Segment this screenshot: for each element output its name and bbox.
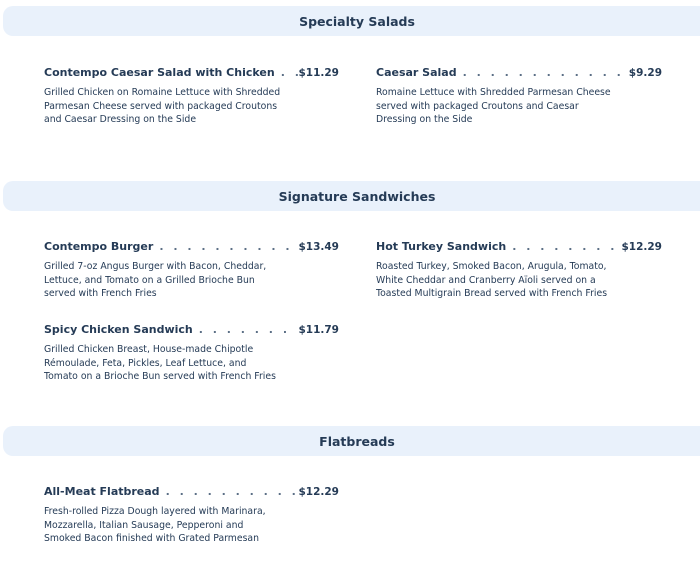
menu-item-name: Caesar Salad [376, 66, 457, 79]
menu-item-header [376, 240, 662, 256]
menu-item-price: $12.29 [298, 486, 339, 498]
menu-item-description: Roasted Turkey, Smoked Bacon, Arugula, Tomato, White Cheddar and Cranberry Aïoli served on a Toasted Multigrain Bread served with French Fries [376, 261, 608, 300]
menu-item-header [44, 323, 339, 339]
section-header-flatbreads: Flatbreads [3, 426, 700, 456]
menu-item-price: $11.79 [298, 324, 339, 336]
menu-item-header [44, 485, 339, 501]
menu-item-name: Hot Turkey Sandwich [376, 240, 507, 253]
menu-item-price: $13.49 [298, 241, 339, 253]
menu-item-header [44, 240, 339, 256]
menu-item-description: Grilled 7-oz Angus Burger with Bacon, Cheddar, Lettuce, and Tomato on a Grilled Brioche Bun served with French Fries [44, 261, 267, 300]
section-header-specialty-salads: Specialty Salads [3, 6, 700, 36]
menu-item-name: Contempo Caesar Salad with Chicken [44, 66, 275, 79]
dot-leader [506, 240, 621, 253]
menu-item-price: $12.29 [621, 241, 662, 253]
menu-item-description: Grilled Chicken on Romaine Lettuce with Shredded Parmesan Cheese served with packaged Croutons and Caesar Dressing on the Side [44, 87, 281, 126]
menu-item-description: Fresh-rolled Pizza Dough layered with Marinara, Mozzarella, Italian Sausage, Pepperoni and Smoked Bacon finished with Grated Parmesan [44, 506, 266, 545]
menu-item-contempo-burger [44, 240, 339, 301]
section-header-signature-sandwiches: Signature Sandwiches [3, 181, 700, 211]
menu-item-description: Grilled Chicken Breast, House-made Chipotle Rémoulade, Feta, Pickles, Leaf Lettuce, and Tomato on a Brioche Bun served with French Fries [44, 344, 276, 383]
menu-item-contempo-caesar-salad [44, 66, 339, 127]
dot-leader [193, 323, 299, 336]
dot-leader [160, 485, 299, 498]
menu-item-hot-turkey-sandwich [376, 240, 662, 301]
dot-leader [275, 66, 299, 79]
menu-item-all-meat-flatbread [44, 485, 339, 546]
menu-item-spicy-chicken-sandwich [44, 323, 339, 384]
dot-leader [457, 66, 629, 79]
menu-item-header [44, 66, 339, 82]
menu-item-name: Spicy Chicken Sandwich [44, 323, 193, 336]
menu-item-caesar-salad [376, 66, 662, 127]
menu-item-header [376, 66, 662, 82]
menu-item-name: All-Meat Flatbread [44, 485, 160, 498]
menu-item-price: $11.29 [298, 67, 339, 79]
dot-leader [153, 240, 298, 253]
menu-item-price: $9.29 [628, 67, 662, 79]
menu-item-name: Contempo Burger [44, 240, 154, 253]
menu-item-description: Romaine Lettuce with Shredded Parmesan Cheese served with packaged Croutons and Caesar Dressing on the Side [376, 87, 611, 126]
